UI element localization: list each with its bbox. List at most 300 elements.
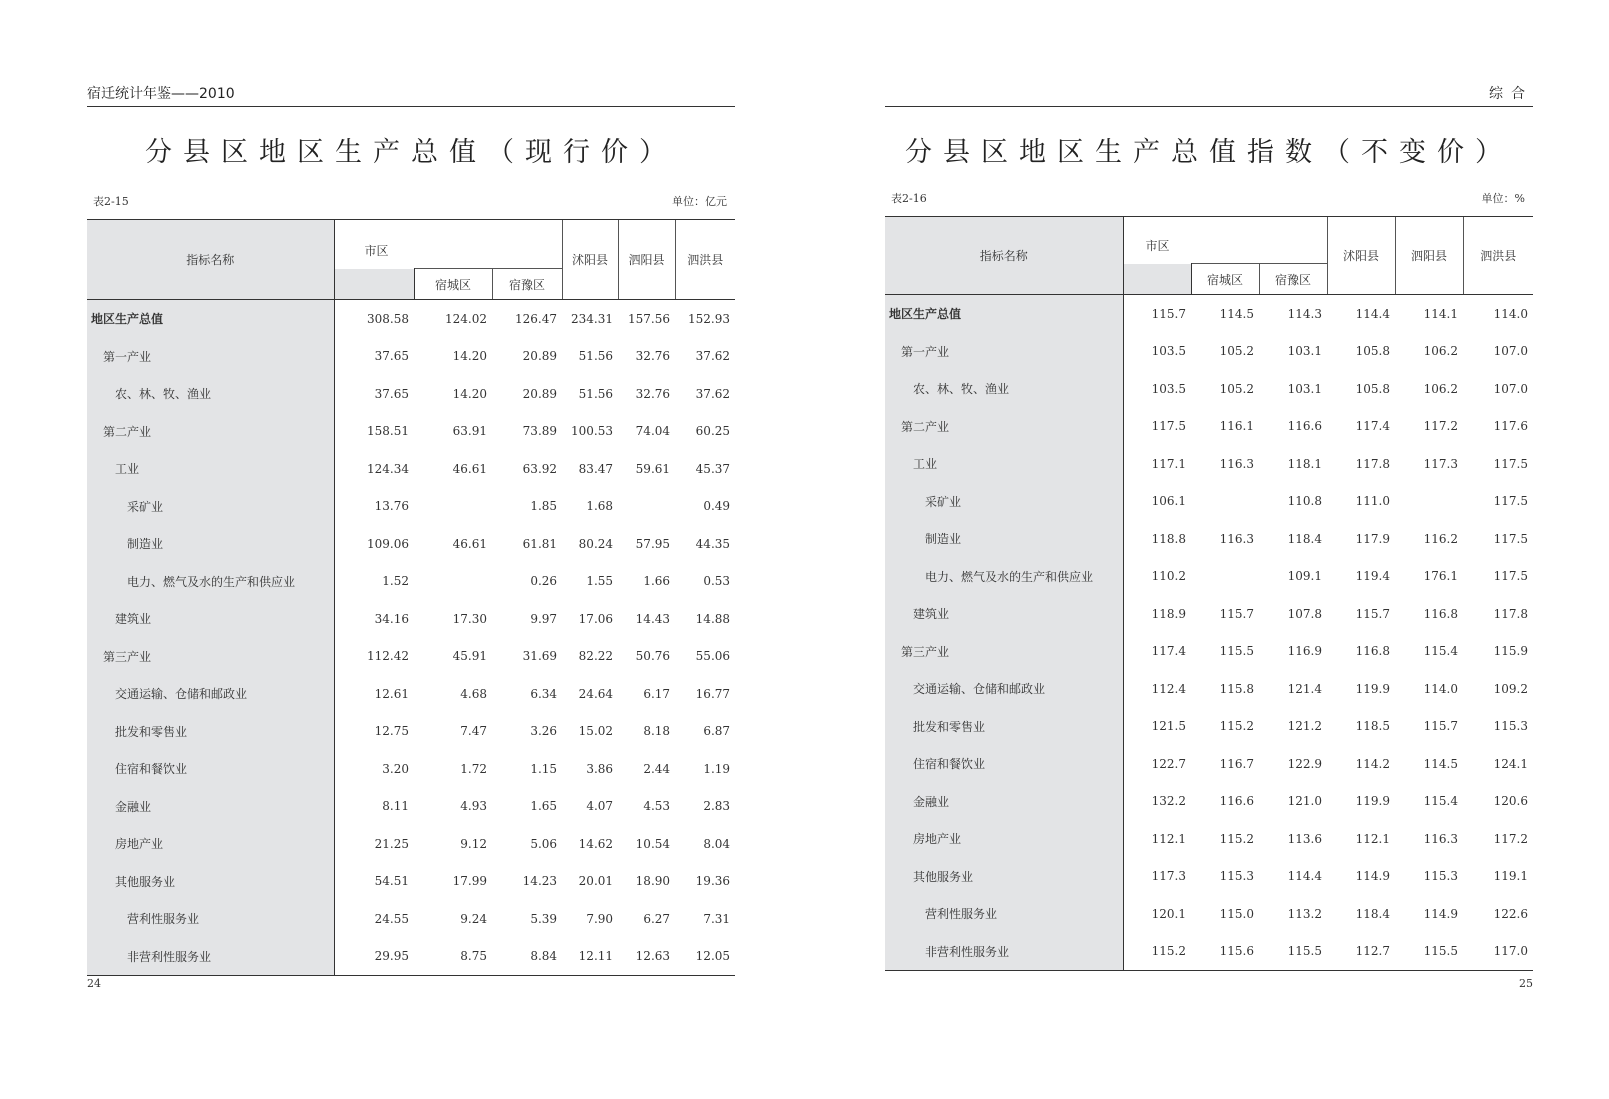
cell-siyang: 6.17 bbox=[643, 686, 671, 701]
cell-sihong: 6.87 bbox=[703, 724, 731, 739]
cell-shuyang: 12.11 bbox=[562, 938, 618, 976]
cell-suyu: 3.26 bbox=[530, 724, 558, 739]
table-unit: 单位：亿元 bbox=[672, 195, 727, 208]
header-suyu: 宿豫区 bbox=[492, 269, 562, 300]
cell-shiqu: 37.65 bbox=[374, 386, 409, 401]
running-head-text: 宿迁统计年鉴——2010 bbox=[87, 86, 235, 102]
cell-sucheng: 17.99 bbox=[452, 874, 487, 889]
header-name: 指标名称 bbox=[885, 217, 1123, 295]
cell-shiqu: 121.5 bbox=[1151, 719, 1186, 734]
cell-suyu: 118.4 bbox=[1287, 531, 1322, 546]
cell-sihong: 117.0 bbox=[1463, 933, 1533, 971]
row-label: 地区生产总值 bbox=[885, 295, 1123, 333]
cell-sucheng: 14.20 bbox=[452, 349, 487, 364]
row-label: 地区生产总值 bbox=[87, 300, 334, 338]
header-name: 指标名称 bbox=[87, 220, 334, 300]
cell-sucheng: 9.24 bbox=[460, 911, 487, 926]
header-siyang: 泗阳县 bbox=[1395, 217, 1463, 295]
cell-shuyang: 119.4 bbox=[1355, 569, 1390, 584]
cell-siyang: 18.90 bbox=[635, 874, 671, 889]
cell-shiqu: 54.51 bbox=[374, 874, 409, 889]
cell-sihong: 122.6 bbox=[1493, 906, 1528, 921]
cell-suyu: 126.47 bbox=[515, 311, 558, 326]
cell-sihong: 7.31 bbox=[703, 911, 731, 926]
cell-sucheng: 115.8 bbox=[1219, 681, 1254, 696]
cell-siyang: 32.76 bbox=[635, 349, 671, 364]
cell-suyu: 5.06 bbox=[530, 836, 558, 851]
cell-sucheng: 116.3 bbox=[1219, 531, 1254, 546]
header-sucheng: 宿城区 bbox=[1191, 264, 1259, 295]
cell-shiqu: 112.4 bbox=[1151, 681, 1186, 696]
cell-siyang: 115.5 bbox=[1395, 933, 1463, 971]
cell-shuyang: 82.22 bbox=[578, 649, 614, 664]
cell-shiqu: 115.2 bbox=[1123, 933, 1191, 971]
cell-sucheng: 115.2 bbox=[1219, 719, 1254, 734]
row-label: 非营利性服务业 bbox=[885, 933, 1123, 971]
cell-siyang: 74.04 bbox=[635, 424, 671, 439]
cell-sihong: 107.0 bbox=[1493, 344, 1528, 359]
table-row bbox=[87, 300, 735, 338]
cell-sihong: 2.83 bbox=[703, 799, 731, 814]
cell-shiqu: 122.7 bbox=[1151, 756, 1186, 771]
cell-suyu: 31.69 bbox=[522, 649, 558, 664]
table-row bbox=[885, 370, 1533, 408]
table-row bbox=[885, 670, 1533, 708]
cell-suyu: 121.4 bbox=[1287, 681, 1322, 696]
left-page bbox=[87, 0, 735, 1099]
cell-suyu: 73.89 bbox=[522, 424, 558, 439]
table-row bbox=[87, 675, 735, 713]
row-label: 建筑业 bbox=[885, 595, 1123, 633]
cell-suyu: 116.6 bbox=[1287, 419, 1322, 434]
cell-sihong: 55.06 bbox=[695, 649, 731, 664]
table-title: 分县区地区生产总值（现行价） bbox=[145, 137, 677, 168]
cell-siyang: 117.2 bbox=[1423, 419, 1458, 434]
cell-shuyang: 114.4 bbox=[1355, 306, 1390, 321]
cell-siyang: 10.54 bbox=[635, 836, 671, 851]
cell-siyang: 12.63 bbox=[618, 938, 675, 976]
table-body bbox=[885, 295, 1533, 971]
cell-sucheng: 116.3 bbox=[1219, 456, 1254, 471]
cell-sucheng bbox=[1191, 558, 1259, 596]
running-head bbox=[87, 84, 735, 107]
cell-suyu: 114.3 bbox=[1287, 306, 1322, 321]
cell-shiqu: 117.3 bbox=[1151, 869, 1186, 884]
cell-shiqu: 115.7 bbox=[1151, 306, 1186, 321]
cell-shiqu: 117.1 bbox=[1151, 456, 1186, 471]
cell-suyu: 8.84 bbox=[492, 938, 562, 976]
cell-siyang: 32.76 bbox=[635, 386, 671, 401]
cell-sucheng: 116.7 bbox=[1219, 756, 1254, 771]
row-label: 建筑业 bbox=[87, 600, 334, 638]
row-label: 工业 bbox=[885, 445, 1123, 483]
page-number: 25 bbox=[1519, 977, 1533, 990]
cell-suyu: 113.2 bbox=[1287, 906, 1322, 921]
header-suyu: 宿豫区 bbox=[1259, 264, 1327, 295]
cell-sucheng bbox=[1191, 483, 1259, 521]
table-code: 表2-16 bbox=[891, 192, 927, 205]
row-label: 第三产业 bbox=[87, 638, 334, 676]
cell-shiqu: 29.95 bbox=[334, 938, 414, 976]
row-label: 电力、燃气及水的生产和供应业 bbox=[87, 563, 334, 601]
cell-shiqu: 12.75 bbox=[374, 724, 409, 739]
table-row bbox=[885, 445, 1533, 483]
cell-siyang: 114.0 bbox=[1423, 681, 1458, 696]
cell-sucheng: 4.93 bbox=[460, 799, 487, 814]
row-label: 工业 bbox=[87, 450, 334, 488]
row-label: 营利性服务业 bbox=[87, 900, 334, 938]
cell-sihong: 119.1 bbox=[1493, 869, 1528, 884]
cell-siyang: 116.2 bbox=[1423, 531, 1458, 546]
cell-shiqu: 8.11 bbox=[382, 799, 409, 814]
table-row bbox=[885, 895, 1533, 933]
cell-sihong: 44.35 bbox=[695, 536, 731, 551]
header-sihong: 泗洪县 bbox=[1463, 217, 1533, 295]
table-body bbox=[87, 300, 735, 976]
cell-suyu: 113.6 bbox=[1287, 831, 1322, 846]
cell-sihong: 117.6 bbox=[1493, 419, 1528, 434]
table-row bbox=[885, 295, 1533, 333]
cell-shiqu: 103.5 bbox=[1151, 344, 1186, 359]
cell-suyu: 121.2 bbox=[1287, 719, 1322, 734]
table-row bbox=[885, 820, 1533, 858]
cell-shuyang: 4.07 bbox=[586, 799, 614, 814]
cell-shuyang: 51.56 bbox=[578, 349, 614, 364]
table-row bbox=[885, 558, 1533, 596]
row-label: 第一产业 bbox=[87, 338, 334, 376]
running-head-text: 综合 bbox=[1489, 86, 1533, 102]
cell-sucheng: 115.0 bbox=[1219, 906, 1254, 921]
table-row bbox=[885, 333, 1533, 371]
table-row bbox=[87, 563, 735, 601]
table-row bbox=[87, 938, 735, 976]
cell-shuyang: 117.4 bbox=[1355, 419, 1390, 434]
table-row bbox=[87, 900, 735, 938]
cell-sihong: 107.0 bbox=[1493, 381, 1528, 396]
cell-shiqu: 1.52 bbox=[382, 574, 409, 589]
cell-sucheng bbox=[414, 563, 492, 601]
cell-siyang: 157.56 bbox=[628, 311, 671, 326]
cell-suyu: 9.97 bbox=[530, 611, 558, 626]
cell-sihong: 12.05 bbox=[675, 938, 735, 976]
row-label: 批发和零售业 bbox=[885, 708, 1123, 746]
cell-shuyang: 105.8 bbox=[1355, 381, 1390, 396]
cell-siyang: 115.4 bbox=[1423, 644, 1458, 659]
cell-sihong: 120.6 bbox=[1493, 794, 1528, 809]
cell-sihong: 109.2 bbox=[1493, 681, 1528, 696]
table-row bbox=[885, 595, 1533, 633]
cell-shiqu: 118.8 bbox=[1151, 531, 1186, 546]
table-unit: 单位：% bbox=[1481, 192, 1525, 205]
table-row bbox=[87, 788, 735, 826]
cell-siyang bbox=[618, 488, 675, 526]
cell-sucheng: 1.72 bbox=[460, 761, 487, 776]
cell-shuyang: 234.31 bbox=[571, 311, 614, 326]
cell-siyang: 116.3 bbox=[1423, 831, 1458, 846]
row-label: 农、林、牧、渔业 bbox=[885, 370, 1123, 408]
table-row bbox=[885, 783, 1533, 821]
row-label: 批发和零售业 bbox=[87, 713, 334, 751]
cell-sucheng: 115.7 bbox=[1219, 606, 1254, 621]
cell-siyang: 114.1 bbox=[1423, 306, 1458, 321]
cell-shiqu: 24.55 bbox=[374, 911, 409, 926]
cell-suyu: 63.92 bbox=[522, 461, 558, 476]
cell-siyang: 59.61 bbox=[635, 461, 671, 476]
cell-sucheng: 115.6 bbox=[1191, 933, 1259, 971]
cell-shiqu: 12.61 bbox=[374, 686, 409, 701]
cell-sucheng: 124.02 bbox=[445, 311, 487, 326]
table-row bbox=[885, 933, 1533, 971]
table-row bbox=[885, 633, 1533, 671]
row-label: 采矿业 bbox=[87, 488, 334, 526]
cell-shuyang: 20.01 bbox=[578, 874, 614, 889]
cell-sucheng: 115.2 bbox=[1219, 831, 1254, 846]
header-shiqu: 市区 bbox=[334, 220, 562, 269]
cell-sihong: 117.8 bbox=[1493, 606, 1528, 621]
table-title: 分县区地区生产总值指数（不变价） bbox=[905, 137, 1513, 168]
header-siyang: 泗阳县 bbox=[618, 220, 675, 300]
cell-shuyang: 105.8 bbox=[1355, 344, 1390, 359]
cell-sihong: 117.5 bbox=[1493, 531, 1528, 546]
cell-suyu: 103.1 bbox=[1287, 344, 1322, 359]
table-row bbox=[885, 483, 1533, 521]
cell-shuyang: 17.06 bbox=[578, 611, 614, 626]
table-row bbox=[885, 408, 1533, 446]
running-head bbox=[885, 84, 1533, 107]
cell-shuyang: 112.1 bbox=[1355, 831, 1390, 846]
cell-sihong: 60.25 bbox=[695, 424, 731, 439]
row-label: 第二产业 bbox=[87, 413, 334, 451]
cell-suyu: 20.89 bbox=[522, 386, 558, 401]
row-label: 住宿和餐饮业 bbox=[885, 745, 1123, 783]
cell-shiqu: 120.1 bbox=[1151, 906, 1186, 921]
cell-shiqu: 34.16 bbox=[374, 611, 409, 626]
table-row bbox=[885, 520, 1533, 558]
cell-shiqu: 124.34 bbox=[367, 461, 409, 476]
cell-sucheng: 116.6 bbox=[1219, 794, 1254, 809]
cell-shiqu: 21.25 bbox=[374, 836, 409, 851]
table-row bbox=[87, 825, 735, 863]
cell-sihong: 124.1 bbox=[1493, 756, 1528, 771]
cell-sihong: 37.62 bbox=[695, 349, 731, 364]
cell-shuyang: 80.24 bbox=[578, 536, 614, 551]
cell-suyu: 1.85 bbox=[530, 499, 558, 514]
cell-sihong: 0.49 bbox=[703, 499, 731, 514]
row-label: 房地产业 bbox=[87, 825, 334, 863]
cell-shiqu: 37.65 bbox=[374, 349, 409, 364]
cell-shiqu: 103.5 bbox=[1151, 381, 1186, 396]
cell-shuyang: 119.9 bbox=[1355, 681, 1390, 696]
cell-suyu: 1.65 bbox=[530, 799, 558, 814]
row-label: 金融业 bbox=[87, 788, 334, 826]
cell-sucheng: 105.2 bbox=[1219, 381, 1254, 396]
cell-sihong: 115.9 bbox=[1493, 644, 1528, 659]
row-label: 交通运输、仓储和邮政业 bbox=[885, 670, 1123, 708]
cell-shuyang: 115.7 bbox=[1355, 606, 1390, 621]
cell-sucheng: 115.3 bbox=[1219, 869, 1254, 884]
row-label: 采矿业 bbox=[885, 483, 1123, 521]
gdp-index-table bbox=[885, 216, 1533, 971]
cell-sihong: 45.37 bbox=[695, 461, 731, 476]
cell-suyu: 107.8 bbox=[1287, 606, 1322, 621]
row-label: 非营利性服务业 bbox=[87, 938, 334, 976]
header-shuyang: 沭阳县 bbox=[1327, 217, 1395, 295]
cell-sihong: 115.3 bbox=[1493, 719, 1528, 734]
cell-shuyang: 118.4 bbox=[1355, 906, 1390, 921]
table-row bbox=[885, 708, 1533, 746]
cell-siyang: 115.4 bbox=[1423, 794, 1458, 809]
cell-sihong: 1.19 bbox=[703, 761, 731, 776]
cell-suyu: 103.1 bbox=[1287, 381, 1322, 396]
cell-sihong: 117.5 bbox=[1493, 456, 1528, 471]
row-label: 制造业 bbox=[885, 520, 1123, 558]
cell-shuyang: 100.53 bbox=[571, 424, 614, 439]
cell-sucheng: 115.5 bbox=[1219, 644, 1254, 659]
cell-shuyang: 14.62 bbox=[578, 836, 614, 851]
cell-shuyang: 112.7 bbox=[1327, 933, 1395, 971]
row-label: 房地产业 bbox=[885, 820, 1123, 858]
cell-sucheng: 105.2 bbox=[1219, 344, 1254, 359]
cell-sucheng bbox=[414, 488, 492, 526]
cell-siyang: 57.95 bbox=[635, 536, 671, 551]
cell-shuyang: 24.64 bbox=[578, 686, 614, 701]
cell-sucheng: 116.1 bbox=[1219, 419, 1254, 434]
cell-sihong: 0.53 bbox=[703, 574, 731, 589]
header-shuyang: 沭阳县 bbox=[562, 220, 618, 300]
cell-sucheng: 7.47 bbox=[460, 724, 487, 739]
row-label: 营利性服务业 bbox=[885, 895, 1123, 933]
cell-sihong: 8.04 bbox=[703, 836, 731, 851]
cell-sihong: 16.77 bbox=[695, 686, 731, 701]
header-sihong: 泗洪县 bbox=[675, 220, 735, 300]
cell-shuyang: 117.8 bbox=[1355, 456, 1390, 471]
cell-suyu: 118.1 bbox=[1287, 456, 1322, 471]
cell-suyu: 122.9 bbox=[1287, 756, 1322, 771]
cell-sihong: 117.2 bbox=[1493, 831, 1528, 846]
cell-sihong: 117.5 bbox=[1493, 494, 1528, 509]
cell-sihong: 37.62 bbox=[695, 386, 731, 401]
cell-shuyang: 1.55 bbox=[586, 574, 614, 589]
cell-shiqu: 112.42 bbox=[367, 649, 409, 664]
cell-shiqu: 132.2 bbox=[1151, 794, 1186, 809]
cell-shiqu: 106.1 bbox=[1151, 494, 1186, 509]
cell-shuyang: 114.2 bbox=[1355, 756, 1390, 771]
cell-suyu: 20.89 bbox=[522, 349, 558, 364]
cell-sucheng: 14.20 bbox=[452, 386, 487, 401]
row-label: 住宿和餐饮业 bbox=[87, 750, 334, 788]
cell-siyang: 14.43 bbox=[635, 611, 671, 626]
table-row bbox=[87, 413, 735, 451]
cell-shiqu: 117.5 bbox=[1151, 419, 1186, 434]
cell-sucheng: 17.30 bbox=[452, 611, 487, 626]
table-meta bbox=[885, 190, 1533, 206]
cell-shiqu: 110.2 bbox=[1151, 569, 1186, 584]
table-row bbox=[87, 600, 735, 638]
cell-suyu: 109.1 bbox=[1287, 569, 1322, 584]
cell-siyang: 2.44 bbox=[643, 761, 671, 776]
cell-sucheng: 9.12 bbox=[460, 836, 487, 851]
table-row bbox=[87, 338, 735, 376]
row-label: 第三产业 bbox=[885, 633, 1123, 671]
cell-suyu: 0.26 bbox=[530, 574, 558, 589]
table-meta bbox=[87, 193, 735, 209]
cell-suyu: 115.5 bbox=[1259, 933, 1327, 971]
cell-shuyang: 111.0 bbox=[1355, 494, 1390, 509]
table-code: 表2-15 bbox=[93, 195, 129, 208]
cell-shuyang: 117.9 bbox=[1355, 531, 1390, 546]
table-row bbox=[87, 450, 735, 488]
cell-sihong: 117.5 bbox=[1493, 569, 1528, 584]
cell-suyu: 116.9 bbox=[1287, 644, 1322, 659]
table-row bbox=[87, 750, 735, 788]
cell-shuyang: 3.86 bbox=[586, 761, 614, 776]
cell-siyang: 50.76 bbox=[635, 649, 671, 664]
cell-suyu: 114.4 bbox=[1287, 869, 1322, 884]
row-label: 其他服务业 bbox=[885, 858, 1123, 896]
cell-siyang: 116.8 bbox=[1423, 606, 1458, 621]
cell-shiqu: 158.51 bbox=[367, 424, 409, 439]
cell-sucheng: 46.61 bbox=[452, 536, 487, 551]
table-row bbox=[87, 638, 735, 676]
row-label: 制造业 bbox=[87, 525, 334, 563]
cell-siyang bbox=[1395, 483, 1463, 521]
cell-siyang: 4.53 bbox=[643, 799, 671, 814]
cell-suyu: 1.15 bbox=[530, 761, 558, 776]
table-row bbox=[885, 858, 1533, 896]
cell-siyang: 1.66 bbox=[643, 574, 671, 589]
cell-suyu: 61.81 bbox=[522, 536, 558, 551]
cell-sihong: 14.88 bbox=[695, 611, 731, 626]
row-label: 电力、燃气及水的生产和供应业 bbox=[885, 558, 1123, 596]
cell-suyu: 5.39 bbox=[530, 911, 558, 926]
cell-siyang: 117.3 bbox=[1423, 456, 1458, 471]
header-shiqu-spacer bbox=[1123, 264, 1191, 295]
header-shiqu: 市区 bbox=[1123, 217, 1327, 264]
cell-siyang: 106.2 bbox=[1423, 344, 1458, 359]
cell-shiqu: 118.9 bbox=[1151, 606, 1186, 621]
table-row bbox=[87, 525, 735, 563]
page-number: 24 bbox=[87, 977, 101, 990]
table-row bbox=[87, 488, 735, 526]
cell-shuyang: 119.9 bbox=[1355, 794, 1390, 809]
cell-shuyang: 83.47 bbox=[578, 461, 614, 476]
cell-shiqu: 112.1 bbox=[1151, 831, 1186, 846]
cell-shuyang: 116.8 bbox=[1355, 644, 1390, 659]
cell-sihong: 19.36 bbox=[695, 874, 731, 889]
cell-shiqu: 13.76 bbox=[374, 499, 409, 514]
cell-sucheng: 45.91 bbox=[452, 649, 487, 664]
cell-shiqu: 308.58 bbox=[367, 311, 409, 326]
right-page bbox=[885, 0, 1533, 1099]
cell-siyang: 115.3 bbox=[1423, 869, 1458, 884]
cell-suyu: 14.23 bbox=[522, 874, 558, 889]
cell-siyang: 6.27 bbox=[643, 911, 671, 926]
cell-siyang: 106.2 bbox=[1423, 381, 1458, 396]
cell-siyang: 115.7 bbox=[1423, 719, 1458, 734]
cell-shuyang: 114.9 bbox=[1355, 869, 1390, 884]
table-row bbox=[87, 713, 735, 751]
cell-siyang: 176.1 bbox=[1423, 569, 1458, 584]
cell-shiqu: 117.4 bbox=[1151, 644, 1186, 659]
table-row bbox=[87, 375, 735, 413]
cell-sucheng: 114.5 bbox=[1219, 306, 1254, 321]
cell-suyu: 6.34 bbox=[530, 686, 558, 701]
row-label: 其他服务业 bbox=[87, 863, 334, 901]
row-label: 第二产业 bbox=[885, 408, 1123, 446]
cell-siyang: 8.18 bbox=[643, 724, 671, 739]
cell-sucheng: 46.61 bbox=[452, 461, 487, 476]
table-row bbox=[87, 863, 735, 901]
